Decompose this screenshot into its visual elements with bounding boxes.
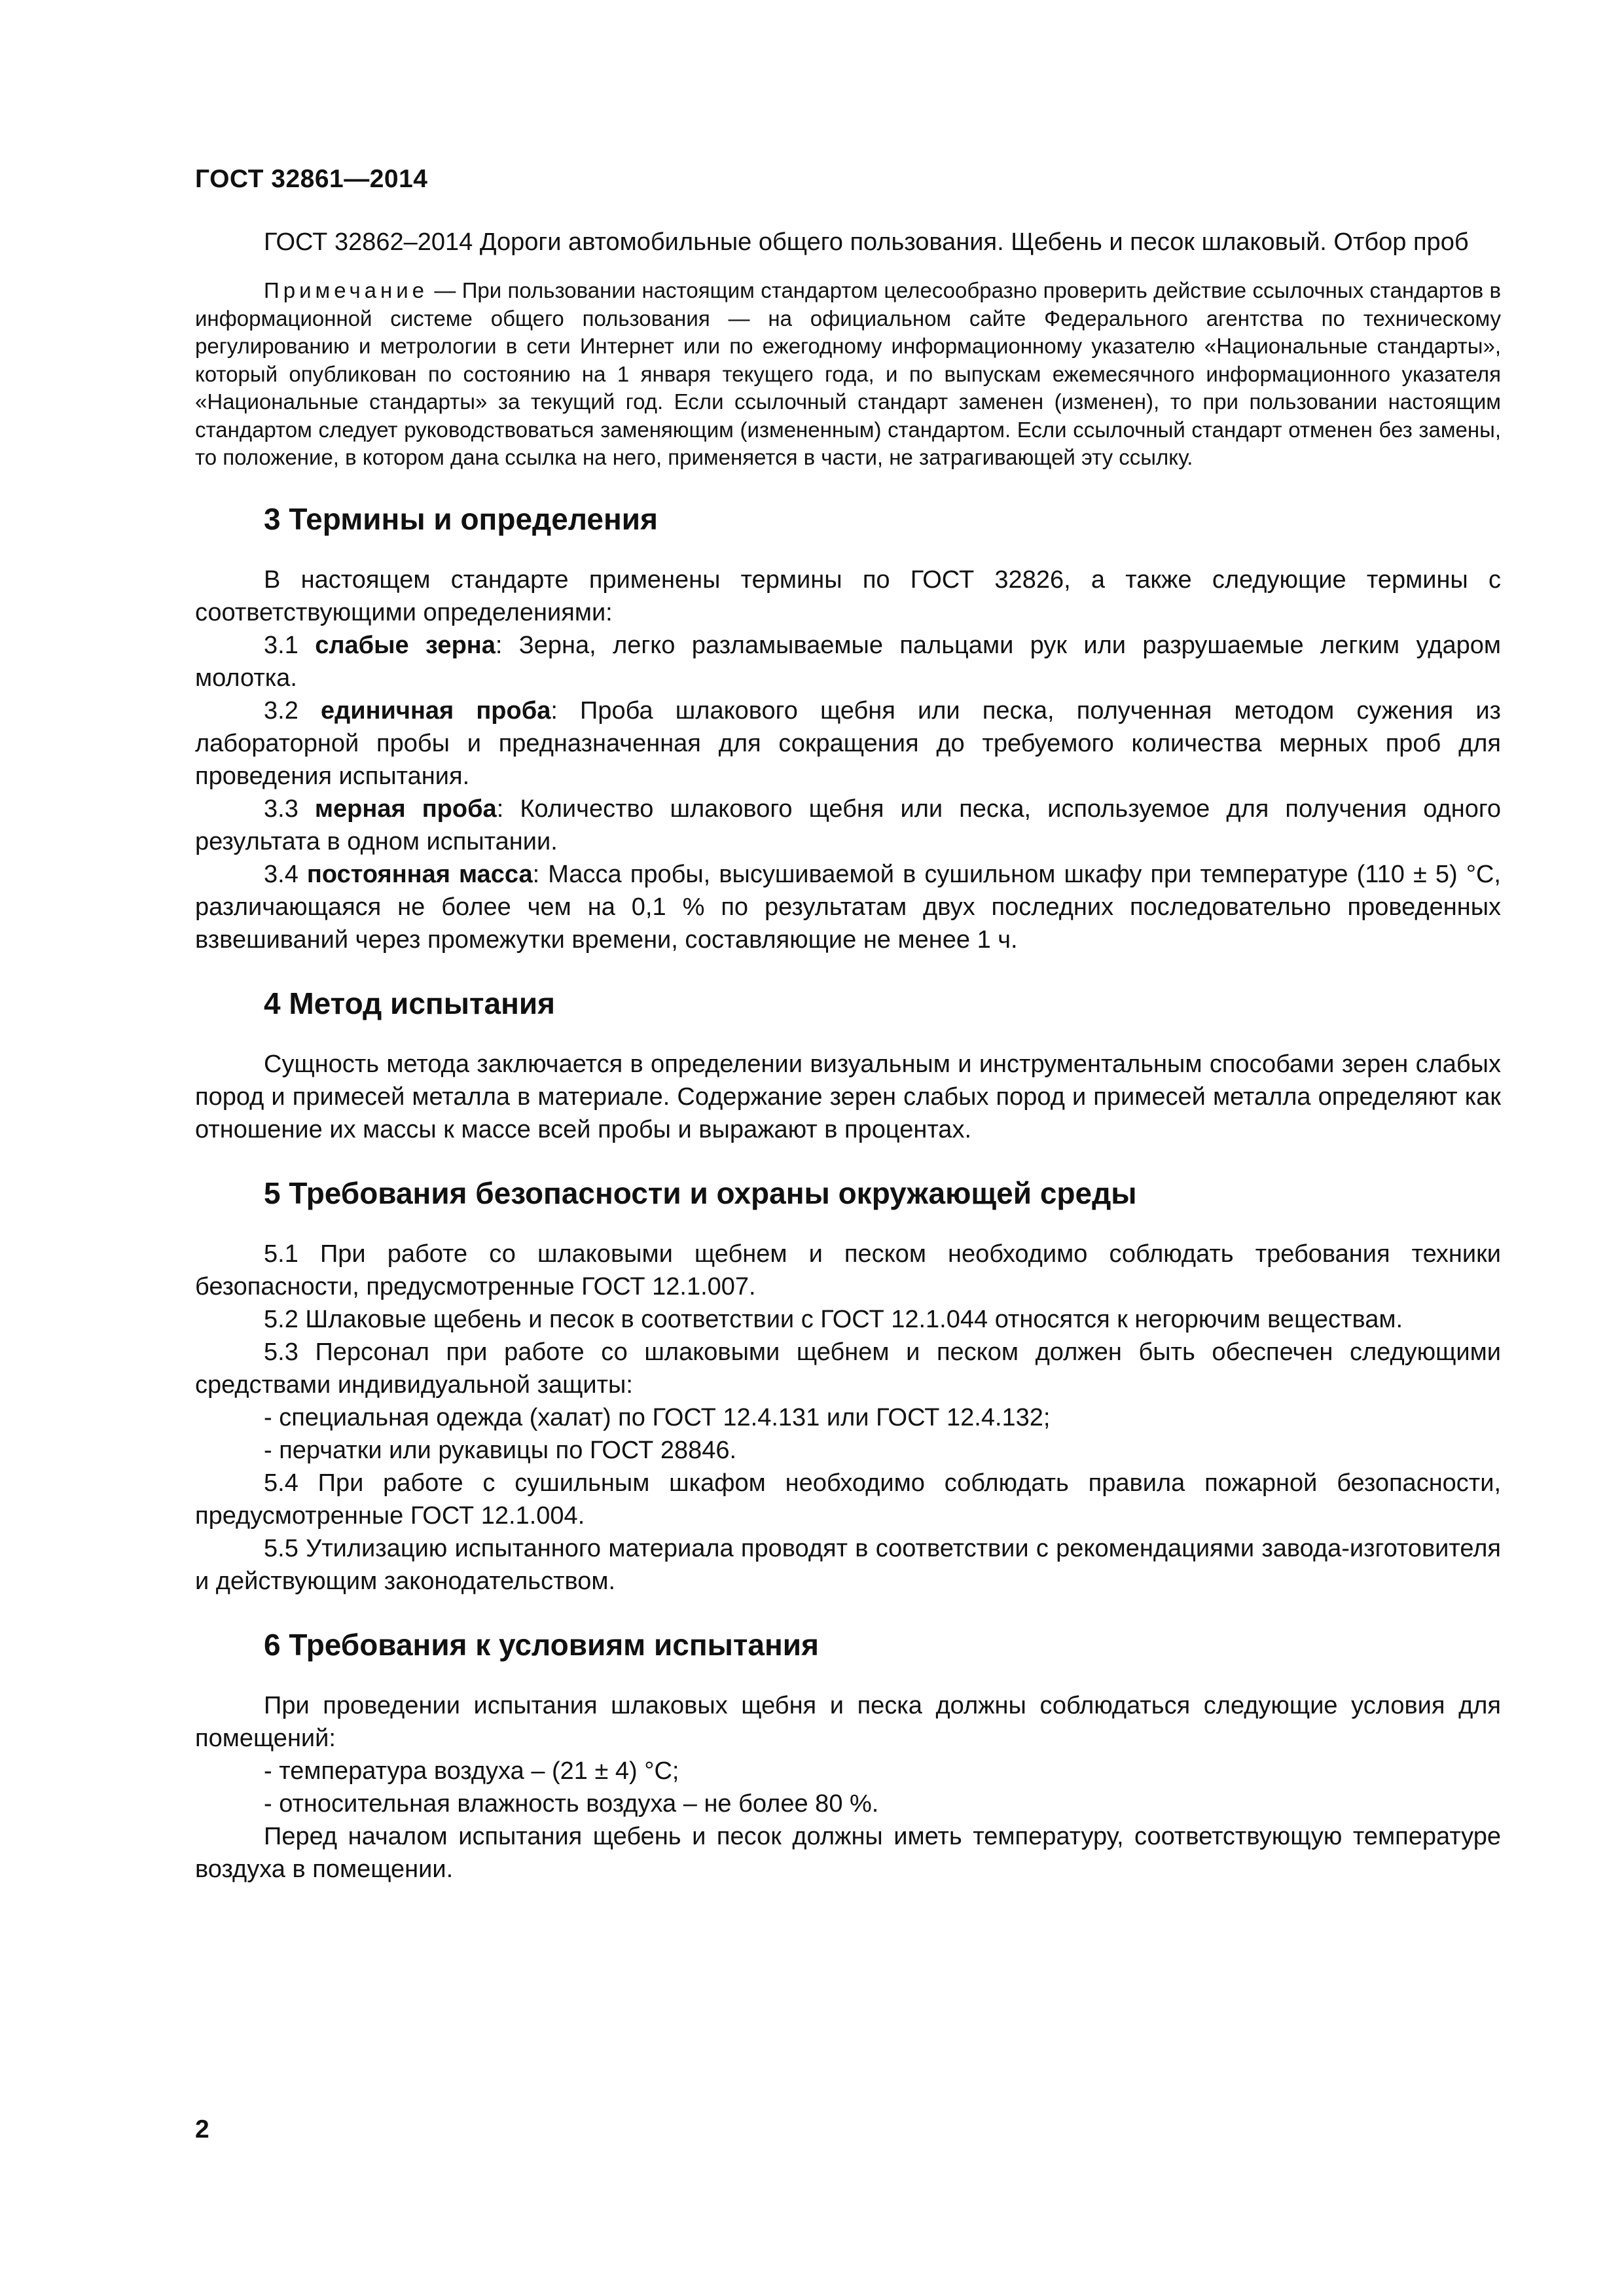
document-header: ГОСТ 32861—2014	[195, 165, 428, 193]
term-name: мерная проба	[314, 795, 497, 823]
section-3-intro: В настоящем стандарте применены термины по ГОСТ 32826, а также следующие термины с соответствующими определениями:	[195, 565, 1501, 626]
term-3-2	[195, 694, 1501, 793]
term-definition: : Количество шлакового щебня или песка, используемое для получения одного результата в одном испытании.	[195, 795, 1501, 855]
term-name: слабые зерна	[315, 631, 496, 659]
reference-note	[195, 277, 1501, 472]
list-item: - относительная влажность воздуха – не более 80 %.	[264, 1789, 879, 1818]
term-definition: : Масса пробы, высушиваемой в сушильном шкафу при температуре (110 ± 5) °С, различающаяся не более чем на 0,1 % по результатам двух последних последовательно проведенных взвешиваний через промежутки времени, составляющие не менее 1 ч.	[195, 860, 1501, 954]
term-3-1	[195, 629, 1501, 694]
term-number: 3.1	[264, 631, 316, 659]
list-item: - перчатки или рукавицы по ГОСТ 28846.	[264, 1436, 737, 1464]
clause-5-1: 5.1 При работе со шлаковыми щебнем и песком необходимо соблюдать требования техники безопасности, предусмотренные ГОСТ 12.1.007.	[195, 1240, 1501, 1300]
section-4-heading: 4 Метод испытания	[264, 986, 555, 1020]
section-3-heading: 3 Термины и определения	[264, 501, 658, 536]
term-3-4	[195, 858, 1501, 956]
note-label: Примечание	[264, 278, 429, 302]
clause-5-5: 5.5 Утилизацию испытанного материала проводят в соответствии с рекомендациями завода-изготовителя и действующим законодательством.	[195, 1534, 1501, 1595]
term-definition: : Проба шлакового щебня или песка, полученная методом сужения из лабораторной пробы и предназначенная для сокращения до требуемого количества мерных проб для проведения испытания.	[195, 696, 1501, 790]
list-item: - температура воздуха – (21 ± 4) °С;	[264, 1757, 679, 1785]
term-name: единичная проба	[320, 696, 551, 725]
reference-item: ГОСТ 32862–2014 Дороги автомобильные общего пользования. Щебень и песок шлаковый. Отбор проб	[264, 228, 1469, 256]
clause-5-4: 5.4 При работе с сушильным шкафом необходимо соблюдать правила пожарной безопасности, предусмотренные ГОСТ 12.1.004.	[195, 1469, 1501, 1530]
section-6-text: Перед началом испытания щебень и песок должны иметь температуру, соответствующую температуре воздуха в помещении.	[195, 1822, 1501, 1883]
term-number: 3.4	[264, 860, 307, 888]
term-number: 3.2	[264, 696, 321, 725]
term-name: постоянная масса	[306, 860, 533, 888]
term-number: 3.3	[264, 795, 315, 823]
note-text: — При пользовании настоящим стандартом целесообразно проверить действие ссылочных стандартов в информационной системе общего пользования — на официальном сайте Федерального агентства по техническому регулированию и метрологии в сети Интернет или по ежегодному информационному указателю «Национальные стандарты», который опубликован по состоянию на 1 января текущего года, и по выпускам ежемесячного информационного указателя «Национальные стандарты» за текущий год. Если ссылочный стандарт заменен (изменен), то при пользовании настоящим стандартом следует руководствоваться заменяющим (измененным) стандартом. Если ссылочный стандарт отменен без замены, то положение, в котором дана ссылка на него, применяется в части, не затрагивающей эту ссылку.	[195, 278, 1501, 469]
clause-5-3: 5.3 Персонал при работе со шлаковыми щебнем и песком должен быть обеспечен следующими средствами индивидуальной защиты:	[195, 1338, 1501, 1399]
list-item: - специальная одежда (халат) по ГОСТ 12.4.131 или ГОСТ 12.4.132;	[264, 1403, 1051, 1431]
page-content	[195, 226, 1501, 1886]
page-number: 2	[195, 2115, 209, 2144]
term-3-3	[195, 793, 1501, 858]
section-5-heading: 5 Требования безопасности и охраны окружающей среды	[264, 1175, 1137, 1210]
section-4-text: Сущность метода заключается в определении визуальным и инструментальным способами зерен слабых пород и примесей металла в материале. Содержание зерен слабых пород и примесей металла определяют как отношение их массы к массе всей пробы и выражают в процентах.	[195, 1050, 1501, 1143]
section-6-heading: 6 Требования к условиям испытания	[264, 1627, 819, 1662]
section-6-intro: При проведении испытания шлаковых щебня и песка должны соблюдаться следующие условия для помещений:	[195, 1691, 1501, 1752]
clause-5-2: 5.2 Шлаковые щебень и песок в соответствии с ГОСТ 12.1.044 относятся к негорючим веществам.	[264, 1305, 1403, 1333]
term-definition: : Зерна, легко разламываемые пальцами рук или разрушаемые легким ударом молотка.	[195, 631, 1501, 692]
